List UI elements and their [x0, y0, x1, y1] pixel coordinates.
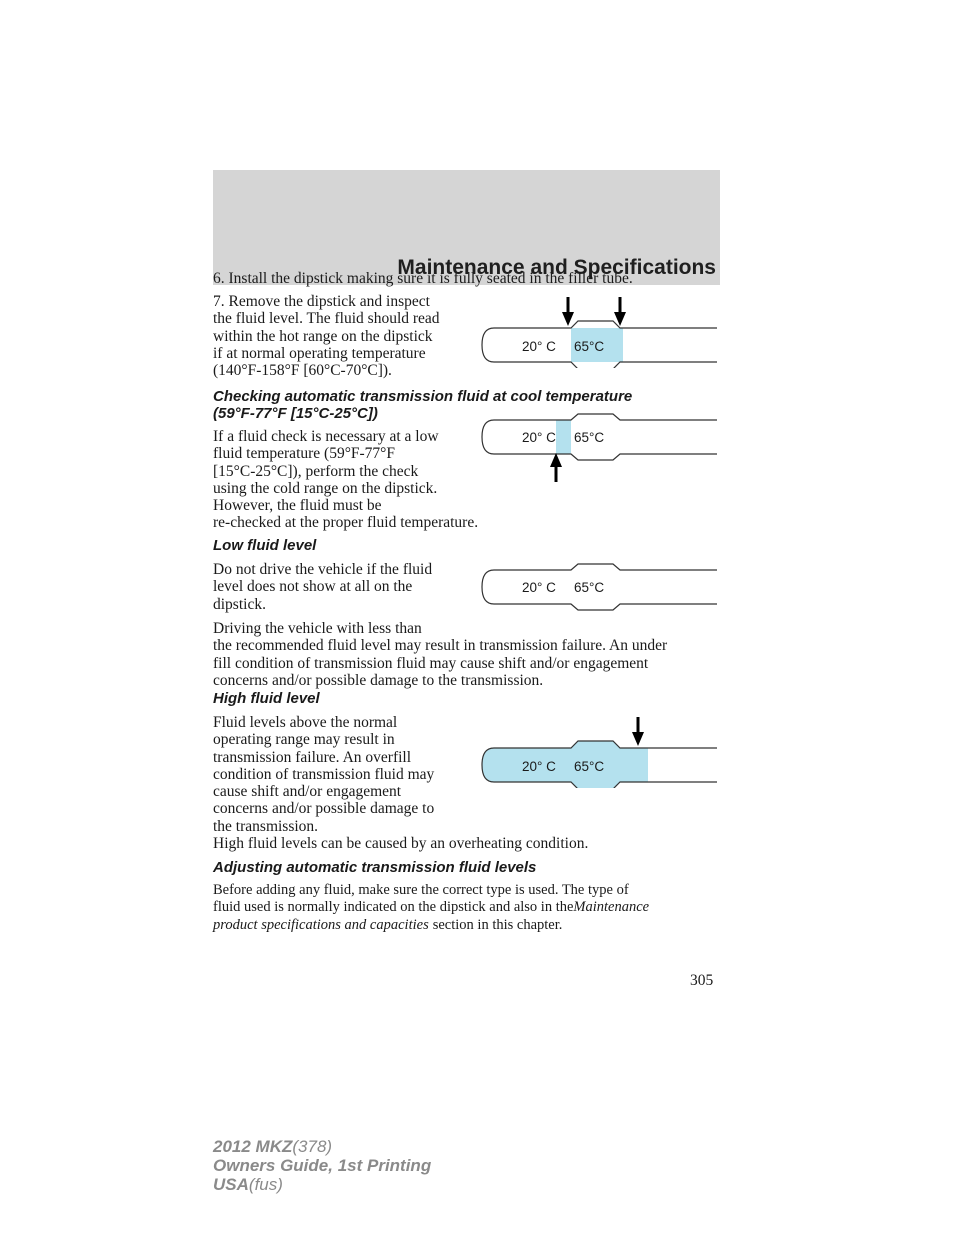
cold-label: 20° C	[522, 339, 556, 354]
high-fluid-heading: High fluid level	[213, 690, 320, 707]
dipstick-figure-low	[480, 562, 720, 612]
hot-label: 65°C	[574, 759, 605, 774]
step-6: 6. Install the dipstick making sure it is fully seated in the filler tube.	[213, 270, 633, 287]
cool-temperature-heading: Checking automatic transmission fluid at cool temperature (59°F-77°F [15°C-25°C])	[213, 388, 633, 422]
cool-temperature-text: If a fluid check is necessary at a low fluid temperature (59°F-77°F [15°C-25°C]), perform the check using the cold range on the dipstick. However, the fluid must be re-checked at the proper fluid temperature.	[213, 428, 479, 532]
high-fluid-cause: High fluid levels can be caused by an overheating condition.	[213, 835, 589, 852]
cold-label: 20° C	[522, 430, 556, 445]
fluid-fill	[556, 420, 571, 454]
hot-label: 65°C	[574, 430, 605, 445]
dipstick-figure-high	[480, 713, 720, 788]
low-fluid-heading: Low fluid level	[213, 537, 317, 554]
dipstick-figure-cold-range	[480, 412, 720, 487]
cold-label: 20° C	[522, 580, 556, 595]
arrow-down-icon	[614, 297, 626, 326]
reference-link: Maintenance	[573, 899, 650, 916]
adjust-fluid-text: Before adding any fluid, make sure the correct type is used. The type of fluid used is normally indicated on the dipstick and also in theMaintenance product specifications and capacities section in this chapter.	[213, 882, 650, 933]
high-fluid-text: Fluid levels above the normal operating range may result in transmission failure. An overfill condition of transmission fluid may cause shift and/or engagement concerns and/or possible damage to the transmission.	[213, 714, 435, 835]
page-header-title: Maintenance and Specifications	[397, 256, 716, 279]
footer-print-info: 2012 MKZ(378) Owners Guide, 1st Printing USA(fus)	[213, 1137, 432, 1194]
low-fluid-warning: Driving the vehicle with less than the recommended fluid level may result in transmission failure. An under fill condition of transmission fluid may cause shift and/or engagement concerns and/or possible damage to the transmission.	[213, 620, 668, 689]
reference-link: product specifications and capacities	[213, 916, 429, 933]
arrow-up-icon	[550, 453, 562, 482]
hot-label: 65°C	[574, 580, 605, 595]
page-number: 305	[690, 972, 714, 989]
cold-label: 20° C	[522, 759, 556, 774]
low-fluid-text: Do not drive the vehicle if the fluid level does not show at all on the dipstick.	[213, 561, 433, 613]
dipstick-figure-hot-range	[480, 293, 720, 368]
arrow-down-icon	[632, 717, 644, 746]
step-7: 7. Remove the dipstick and inspect the fluid level. The fluid should read within the hot range on the dipstick if at normal operating temperature (140°F-158°F [60°C-70°C]).	[213, 293, 440, 380]
adjust-fluid-heading: Adjusting automatic transmission fluid levels	[213, 859, 537, 876]
arrow-down-icon	[562, 297, 574, 326]
hot-label: 65°C	[574, 339, 605, 354]
